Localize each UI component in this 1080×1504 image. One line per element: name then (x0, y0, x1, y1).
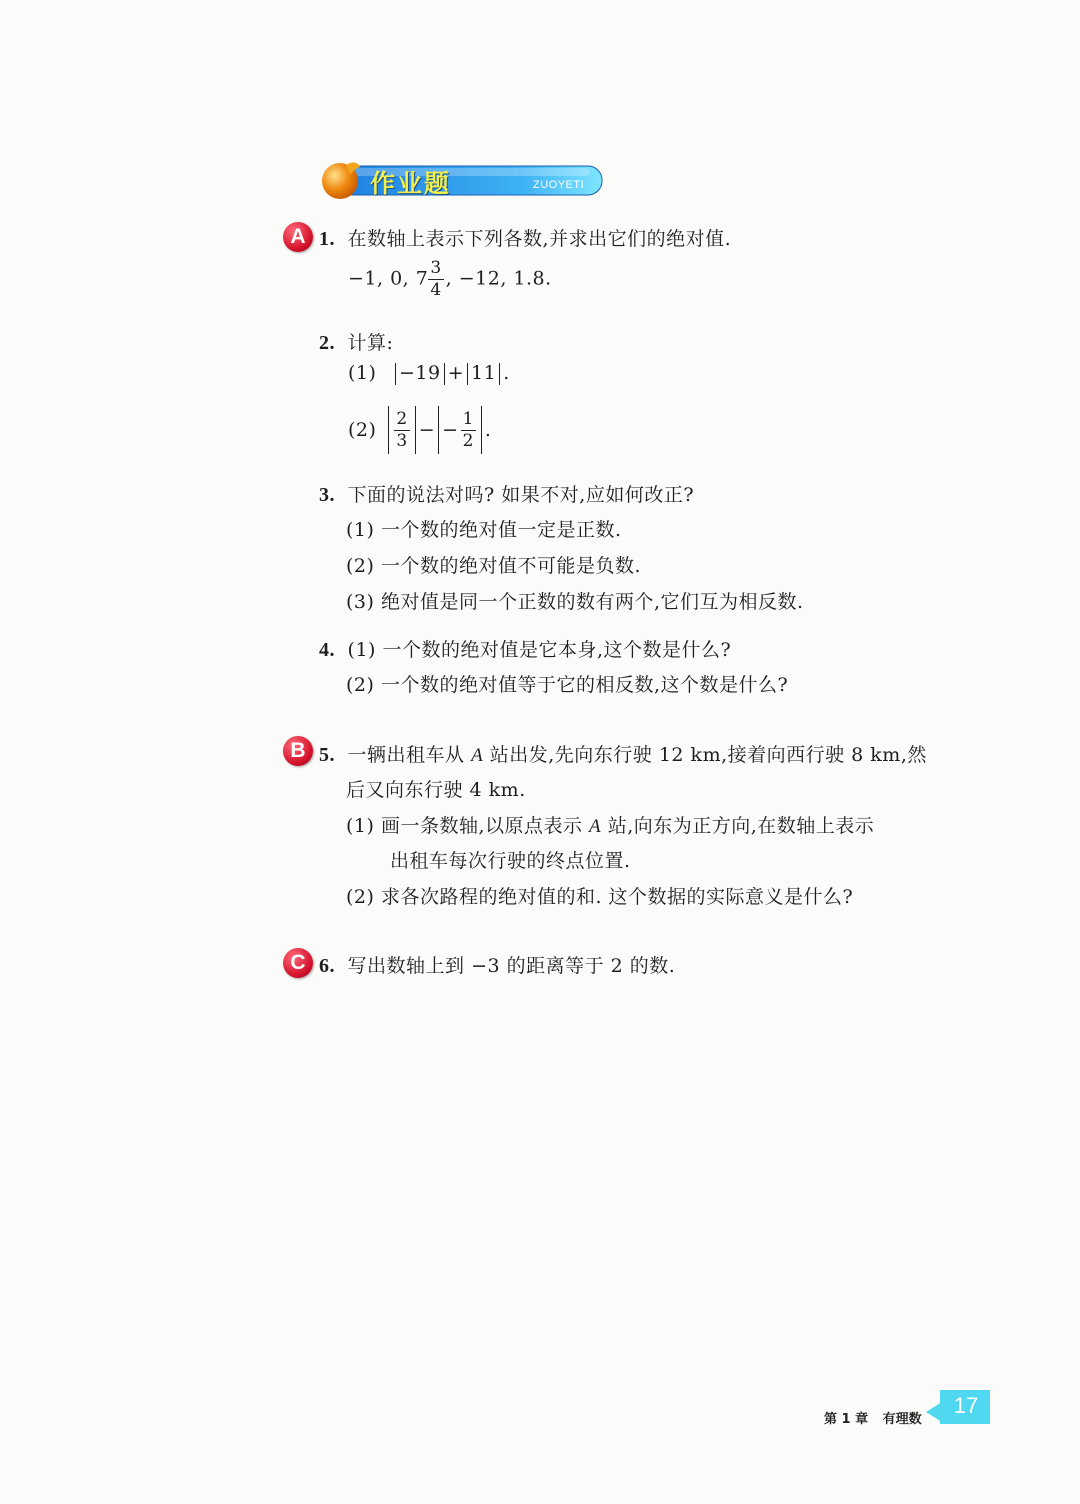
question-3-part-1: (1) 一个数的绝对值一定是正数. (346, 519, 622, 541)
negative-sign: − (442, 419, 459, 441)
question-text: 计算: (347, 332, 394, 354)
page-number: 17 (953, 1393, 979, 1418)
question-4 (319, 635, 731, 662)
abs-value: 11 (471, 362, 497, 384)
fraction-denominator: 3 (396, 430, 408, 451)
header-title: 作业题 (370, 169, 452, 198)
question-3-part-2: (2) 一个数的绝对值不可能是负数. (346, 555, 641, 577)
question-text: 站出发,先向东行驶 12 km,接着向西行驶 8 km,然 (489, 744, 927, 766)
variable: A (471, 745, 484, 766)
fraction-numerator: 2 (396, 408, 408, 429)
fraction-denominator: 2 (462, 430, 474, 451)
level-c-badge: C (283, 948, 313, 978)
values-prefix: −1, 0, 7 (348, 267, 429, 290)
chapter-number: 第 1 章 (824, 1412, 869, 1427)
question-5-part-1-continuation: 出租车每次行驶的终点位置. (390, 850, 631, 872)
period: . (484, 419, 492, 441)
question-number: 2. (319, 332, 335, 354)
part-text: 站,向东为正方向,在数轴上表示 (607, 815, 875, 837)
question-2-part-2 (348, 404, 491, 456)
section-header (320, 160, 605, 202)
abs-bar (395, 363, 396, 385)
abs-value: −19 (398, 362, 441, 384)
footer-chapter (824, 1408, 922, 1427)
fraction (394, 408, 409, 451)
abs-bar (499, 363, 500, 385)
abs-bar (388, 406, 389, 454)
chapter-name: 有理数 (882, 1412, 922, 1427)
question-5 (319, 740, 927, 767)
question-5-part-1 (346, 811, 874, 838)
question-number: 3. (319, 484, 335, 506)
question-2 (319, 328, 393, 355)
question-text: 下面的说法对吗? 如果不对,应如何改正? (347, 484, 694, 506)
abs-bar (415, 406, 416, 454)
question-1 (319, 224, 731, 251)
question-number: 4. (319, 639, 335, 661)
question-3 (319, 480, 694, 507)
header-subtitle: ZUOYETI (533, 179, 585, 191)
fraction-numerator: 3 (430, 258, 442, 278)
operator: + (447, 362, 464, 384)
abs-bar (481, 406, 482, 454)
question-6 (319, 951, 675, 978)
variable: A (589, 816, 602, 837)
part-label: (2) (348, 419, 377, 441)
question-part-1: (1) 一个数的绝对值是它本身,这个数是什么? (347, 639, 732, 661)
question-5-part-2: (2) 求各次路程的绝对值的和. 这个数据的实际意义是什么? (346, 886, 854, 908)
level-a-badge: A (283, 222, 313, 252)
part-label: (1) (348, 362, 377, 384)
operator: − (418, 419, 436, 441)
fraction-denominator: 4 (430, 280, 442, 300)
question-number: 1. (319, 228, 335, 250)
question-5-continuation: 后又向东行驶 4 km. (346, 779, 526, 801)
period: . (503, 362, 510, 384)
question-number: 5. (319, 744, 335, 766)
values-suffix: , −12, 1.8. (445, 267, 552, 290)
question-2-part-1 (348, 362, 510, 385)
question-3-part-3: (3) 绝对值是同一个正数的数有两个,它们互为相反数. (346, 591, 804, 613)
mixed-fraction (428, 260, 443, 299)
fraction-numerator: 1 (462, 408, 474, 429)
question-4-part-2: (2) 一个数的绝对值等于它的相反数,这个数是什么? (346, 674, 789, 696)
question-text: 一辆出租车从 (347, 744, 465, 766)
question-text: 在数轴上表示下列各数,并求出它们的绝对值. (347, 228, 732, 250)
level-b-badge: B (283, 736, 313, 766)
abs-bar (438, 406, 439, 454)
abs-bar (444, 363, 445, 385)
part-text: (1) 画一条数轴,以原点表示 (346, 815, 583, 837)
abs-bar (467, 363, 468, 385)
question-number: 6. (319, 955, 335, 977)
question-text: 写出数轴上到 −3 的距离等于 2 的数. (347, 955, 676, 977)
question-1-values (348, 260, 552, 299)
fraction (461, 408, 476, 451)
